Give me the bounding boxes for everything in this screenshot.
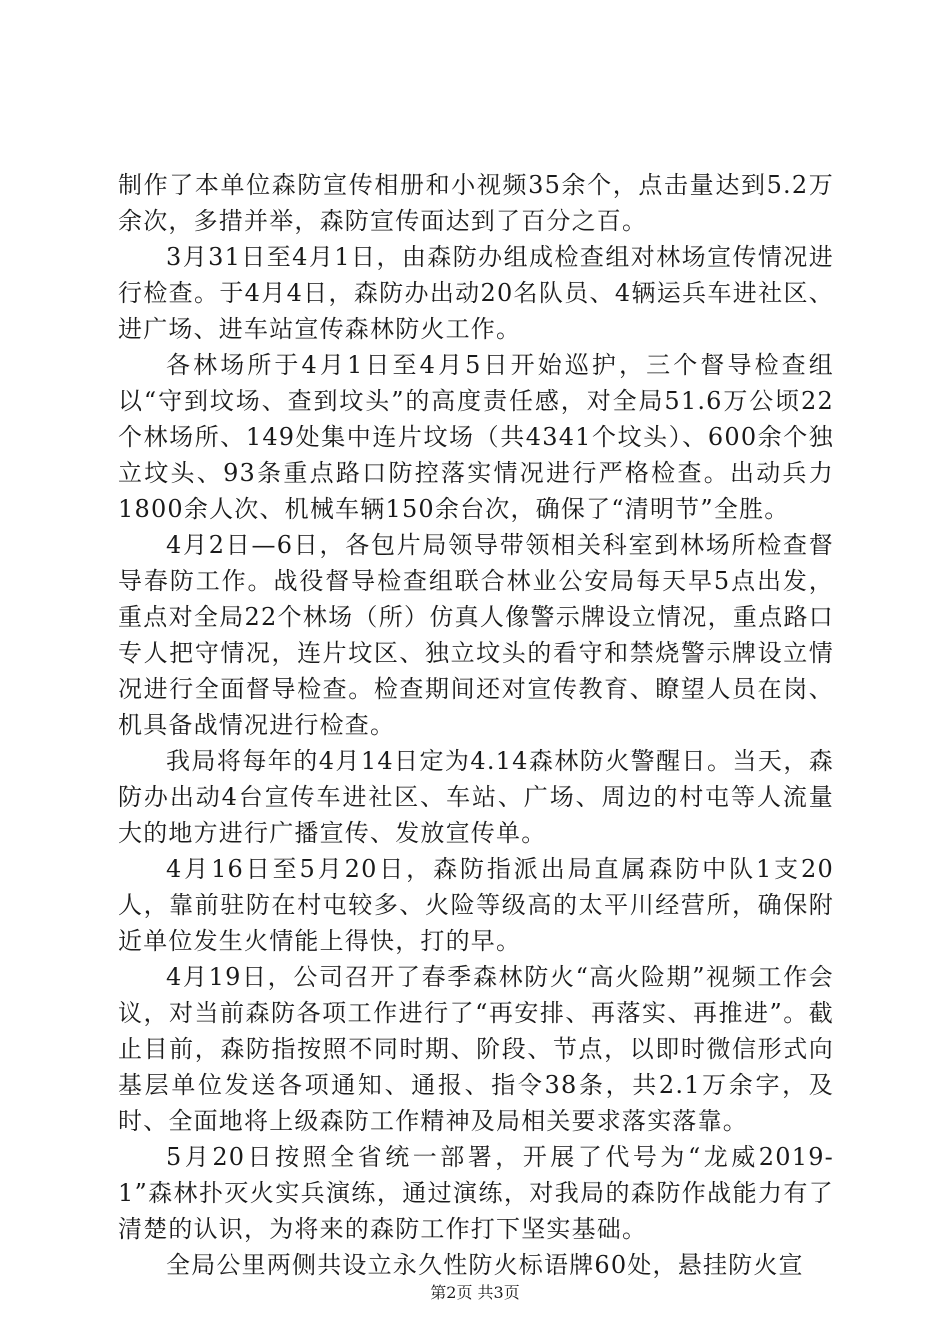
paragraph: 3月31日至4月1日，由森防办组成检查组对林场宣传情况进行检查。于4月4日，森防办出动20名队员、4辆运兵车进社区、进广场、进车站宣传森林防火工作。 xyxy=(118,243,834,343)
paragraph: 4月19日，公司召开了春季森林防火“高火险期”视频工作会议，对当前森防各项工作进行了“再安排、再落实、再推进”。截止目前，森防指按照不同时期、阶段、节点，以即时微信形式向基层单位发送各项通知、通报、指令38条，共2.1万余字，及时、全面地将上级森防工作精神及局相关要求落实落靠。 xyxy=(118,963,834,1135)
paragraph: 制作了本单位森防宣传相册和小视频35余个，点击量达到5.2万余次，多措并举，森防宣传面达到了百分之百。 xyxy=(118,171,834,235)
paragraph: 全局公里两侧共设立永久性防火标语牌60处，悬挂防火宣 xyxy=(166,1251,804,1279)
paragraph: 4月2日—6日，各包片局领导带领相关科室到林场所检查督导春防工作。战役督导检查组联合林业公安局每天早5点出发，重点对全局22个林场（所）仿真人像警示牌设立情况，重点路口专人把守情况，连片坟区、独立坟头的看守和禁烧警示牌设立情况进行全面督导检查。检查期间还对宣传教育、瞭望人员在岗、机具备战情况进行检查。 xyxy=(118,531,834,739)
paragraph: 我局将每年的4月14日定为4.14森林防火警醒日。当天，森防办出动4台宣传车进社区、车站、广场、周边的村屯等人流量大的地方进行广播宣传、发放宣传单。 xyxy=(118,747,834,847)
page-footer: 第2页 共3页 xyxy=(430,1283,520,1302)
document-body xyxy=(118,167,834,1283)
paragraph: 5月20日按照全省统一部署，开展了代号为“龙威2019-1”森林扑灭火实兵演练，通过演练，对我局的森防作战能力有了清楚的认识，为将来的森防工作打下坚实基础。 xyxy=(118,1143,834,1243)
paragraph: 4月16日至5月20日，森防指派出局直属森防中队1支20人，靠前驻防在村屯较多、火险等级高的太平川经营所，确保附近单位发生火情能上得快，打的早。 xyxy=(118,855,834,955)
paragraph: 各林场所于4月1日至4月5日开始巡护，三个督导检查组以“守到坟场、查到坟头”的高度责任感，对全局51.6万公顷22个林场所、149处集中连片坟场（共4341个坟头）、600余个独立坟头、93条重点路口防控落实情况进行严格检查。出动兵力1800余人次、机械车辆150余台次，确保了“清明节”全胜。 xyxy=(118,351,834,523)
